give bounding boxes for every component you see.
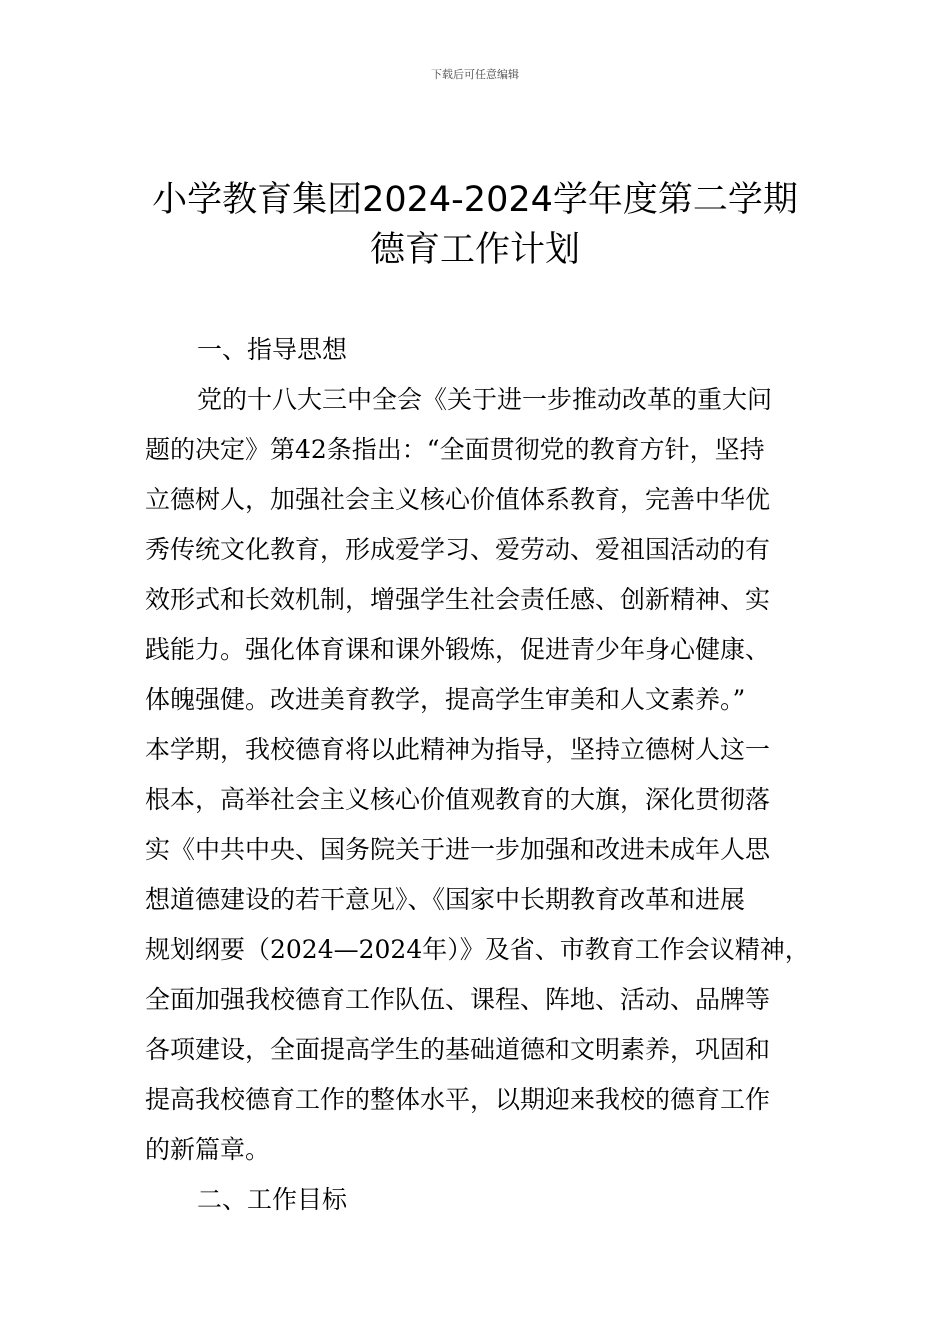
paragraph-line: 实《中共中央、国务院关于进一步加强和改进未成年人思	[145, 835, 771, 864]
paragraph-line: 规划纲要（2024—2024年）》及省、市教育工作会议精神，	[145, 935, 810, 964]
title-line-1: 小学教育集团2024-2024学年度第二学期	[152, 180, 798, 220]
section-heading-work-goals: 二、工作目标	[197, 1185, 348, 1214]
header-note: 下载后可任意编辑	[431, 68, 519, 81]
paragraph-line: 全面加强我校德育工作队伍、课程、阵地、活动、品牌等	[145, 985, 771, 1014]
paragraph-line: 践能力。强化体育课和课外锻炼，促进青少年身心健康、	[145, 635, 771, 664]
paragraph-line: 根本，高举社会主义核心价值观教育的大旗，深化贯彻落	[145, 785, 771, 814]
paragraph-line: 的新篇章。	[145, 1135, 271, 1164]
paragraph-line: 党的十八大三中全会《关于进一步推动改革的重大问	[197, 385, 773, 414]
document-body	[145, 325, 825, 1225]
paragraph-line: 体魄强健。改进美育教学，提高学生审美和人文素养。”	[145, 685, 746, 714]
paragraph-line: 本学期，我校德育将以此精神为指导，坚持立德树人这一	[145, 735, 771, 764]
paragraph-line: 效形式和长效机制，增强学生社会责任感、创新精神、实	[145, 585, 771, 614]
section-heading-guiding-thought: 一、指导思想	[197, 335, 348, 364]
paragraph-line: 秀传统文化教育，形成爱学习、爱劳动、爱祖国活动的有	[145, 535, 771, 564]
title-line-2: 德育工作计划	[369, 230, 580, 270]
paragraph-line: 各项建设，全面提高学生的基础道德和文明素养，巩固和	[145, 1035, 771, 1064]
paragraph-line: 提高我校德育工作的整体水平，以期迎来我校的德育工作	[145, 1085, 771, 1114]
document-title	[0, 175, 950, 275]
paragraph-line: 想道德建设的若干意见》、《国家中长期教育改革和进展	[145, 885, 746, 914]
paragraph-line: 立德树人，加强社会主义核心价值体系教育，完善中华优	[145, 485, 771, 514]
paragraph-guiding-thought	[145, 375, 825, 1175]
paragraph-line: 题的决定》第42条指出：“全面贯彻党的教育方针，坚持	[145, 435, 765, 464]
